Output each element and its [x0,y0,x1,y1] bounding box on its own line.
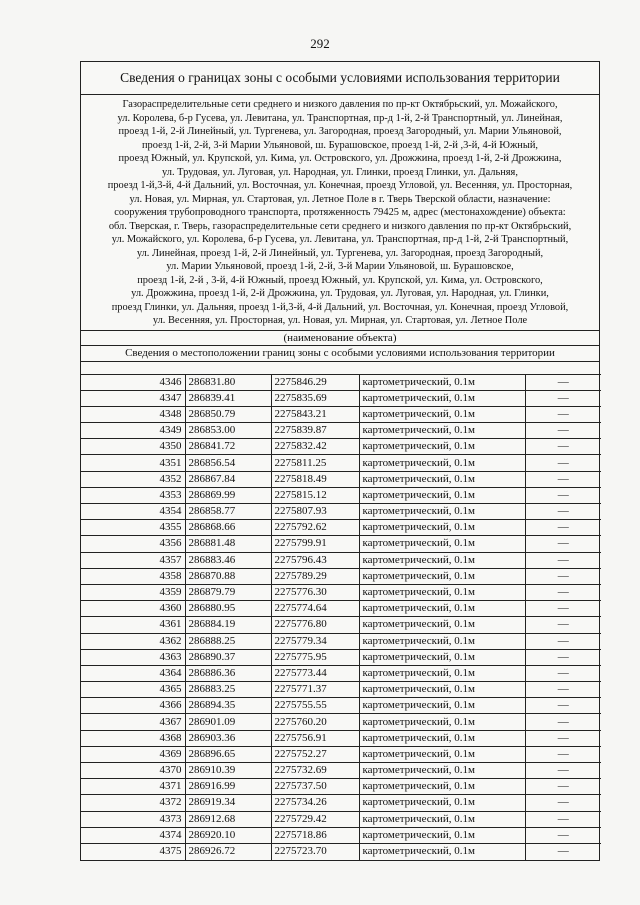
header-spacer [81,362,599,374]
table-row [81,601,601,617]
table-row [81,455,601,471]
note-cell: — [525,520,601,536]
coord-x-cell: 286890.37 [185,649,271,665]
method-accuracy-cell: картометрический, 0.1м [359,374,525,390]
note-cell: — [525,584,601,600]
coord-y-cell: 2275771.37 [271,682,359,698]
coord-y-cell: 2275734.26 [271,795,359,811]
coord-y-cell: 2275832.42 [271,439,359,455]
method-accuracy-cell: картометрический, 0.1м [359,601,525,617]
coord-y-cell: 2275789.29 [271,568,359,584]
note-cell: — [525,698,601,714]
method-accuracy-cell: картометрический, 0.1м [359,423,525,439]
description-line: ул. Линейная, проезд 1-й, 2-й Линейный, ул. Тургенева, ул. Загородная, проезд Загородный, [136,247,544,259]
point-number-cell: 4361 [81,617,185,633]
table-row [81,698,601,714]
method-accuracy-cell: картометрический, 0.1м [359,487,525,503]
table-row [81,633,601,649]
table-row [81,617,601,633]
table-row [81,552,601,568]
table-row [81,374,601,390]
point-number-cell: 4351 [81,455,185,471]
document-title: Сведения о границах зоны с особыми условиями использования территории [81,62,599,95]
method-accuracy-cell: картометрический, 0.1м [359,390,525,406]
coord-y-cell: 2275718.86 [271,827,359,843]
coord-x-cell: 286853.00 [185,423,271,439]
note-cell: — [525,504,601,520]
method-accuracy-cell: картометрический, 0.1м [359,682,525,698]
method-accuracy-cell: картометрический, 0.1м [359,504,525,520]
table-row [81,746,601,762]
table-row [81,487,601,503]
coord-x-cell: 286867.84 [185,471,271,487]
description-line: проезд 1-й,3-й, 4-й Дальний, ул. Восточная, ул. Конечная, проезд Угловой, ул. Весенняя, ул. Просторная, [107,180,573,191]
method-accuracy-cell: картометрический, 0.1м [359,730,525,746]
table-row [81,520,601,536]
method-accuracy-cell: картометрический, 0.1м [359,552,525,568]
coord-x-cell: 286841.72 [185,439,271,455]
table-row [81,536,601,552]
coord-x-cell: 286883.25 [185,682,271,698]
method-accuracy-cell: картометрический, 0.1м [359,568,525,584]
zone-boundary-document [80,61,600,861]
coord-x-cell: 286886.36 [185,665,271,681]
note-cell: — [525,649,601,665]
coord-x-cell: 286888.25 [185,633,271,649]
coord-y-cell: 2275774.64 [271,601,359,617]
note-cell: — [525,568,601,584]
point-number-cell: 4354 [81,504,185,520]
table-row [81,390,601,406]
coord-y-cell: 2275796.43 [271,552,359,568]
point-number-cell: 4362 [81,633,185,649]
table-row [81,406,601,422]
method-accuracy-cell: картометрический, 0.1м [359,827,525,843]
coord-y-cell: 2275737.50 [271,779,359,795]
coord-y-cell: 2275775.95 [271,649,359,665]
coord-y-cell: 2275835.69 [271,390,359,406]
point-number-cell: 4346 [81,374,185,390]
note-cell: — [525,423,601,439]
coord-x-cell: 286881.48 [185,536,271,552]
point-number-cell: 4368 [81,730,185,746]
point-number-cell: 4348 [81,406,185,422]
method-accuracy-cell: картометрический, 0.1м [359,455,525,471]
table-row [81,504,601,520]
note-cell: — [525,633,601,649]
coord-y-cell: 2275779.34 [271,633,359,649]
description-line: ул. Можайского, ул. Королева, б-р Гусева, ул. Левитана, ул. Транспортная, пр-д 1-й, 2-й Транспортный, [111,234,569,245]
method-accuracy-cell: картометрический, 0.1м [359,746,525,762]
table-row [81,568,601,584]
coord-x-cell: 286883.46 [185,552,271,568]
table-row [81,811,601,827]
coord-y-cell: 2275756.91 [271,730,359,746]
coord-x-cell: 286880.95 [185,601,271,617]
coord-y-cell: 2275729.42 [271,811,359,827]
point-number-cell: 4349 [81,423,185,439]
table-row [81,843,601,859]
description-line: ул. Трудовая, ул. Луговая, ул. Народная, ул. Глинки, проезд Глинки, ул. Дальняя, [162,166,518,178]
description-line: обл. Тверская, г. Тверь, газораспределительные сети среднего и низкого давления по пр-кт Октябрьский, [108,220,572,232]
method-accuracy-cell: картометрический, 0.1м [359,843,525,859]
table-row [81,423,601,439]
point-number-cell: 4353 [81,487,185,503]
coord-y-cell: 2275839.87 [271,423,359,439]
note-cell: — [525,617,601,633]
description-line: Газораспределительные сети среднего и низкого давления по пр-кт Октябрьский, ул. Можайского, [122,99,558,110]
point-number-cell: 4375 [81,843,185,859]
point-number-cell: 4355 [81,520,185,536]
table-row [81,439,601,455]
coord-x-cell: 286868.66 [185,520,271,536]
coord-y-cell: 2275815.12 [271,487,359,503]
description-line: проезд 1-й, 2-й Линейный, ул. Тургенева, ул. Загородная, проезд Загородный, ул. Марии Ульяновой, [118,126,562,137]
point-number-cell: 4347 [81,390,185,406]
coord-y-cell: 2275752.27 [271,746,359,762]
note-cell: — [525,487,601,503]
coordinates-table [81,374,601,860]
coord-x-cell: 286870.88 [185,568,271,584]
point-number-cell: 4367 [81,714,185,730]
note-cell: — [525,682,601,698]
table-row [81,682,601,698]
method-accuracy-cell: картометрический, 0.1м [359,714,525,730]
point-number-cell: 4350 [81,439,185,455]
description-line: ул. Весенняя, ул. Просторная, ул. Новая, ул. Мирная, ул. Стартовая, ул. Летное Поле [152,315,528,326]
note-cell: — [525,811,601,827]
object-description [81,95,599,330]
description-line: проезд Глинки, ул. Дальняя, проезд 1-й,3-й, 4-й Дальний, ул. Восточная, ул. Конечная, проезд Угловой, [111,301,569,313]
coord-y-cell: 2275760.20 [271,714,359,730]
table-row [81,471,601,487]
point-number-cell: 4372 [81,795,185,811]
method-accuracy-cell: картометрический, 0.1м [359,471,525,487]
note-cell: — [525,843,601,859]
note-cell: — [525,552,601,568]
coord-x-cell: 286879.79 [185,584,271,600]
coord-y-cell: 2275799.91 [271,536,359,552]
coord-x-cell: 286903.36 [185,730,271,746]
method-accuracy-cell: картометрический, 0.1м [359,665,525,681]
table-row [81,763,601,779]
point-number-cell: 4373 [81,811,185,827]
note-cell: — [525,827,601,843]
method-accuracy-cell: картометрический, 0.1м [359,633,525,649]
coord-y-cell: 2275732.69 [271,763,359,779]
point-number-cell: 4357 [81,552,185,568]
coord-x-cell: 286926.72 [185,843,271,859]
coord-y-cell: 2275776.30 [271,584,359,600]
coord-x-cell: 286910.39 [185,763,271,779]
coord-x-cell: 286896.65 [185,746,271,762]
coord-x-cell: 286916.99 [185,779,271,795]
coord-x-cell: 286894.35 [185,698,271,714]
method-accuracy-cell: картометрический, 0.1м [359,617,525,633]
point-number-cell: 4363 [81,649,185,665]
method-accuracy-cell: картометрический, 0.1м [359,795,525,811]
coord-x-cell: 286858.77 [185,504,271,520]
table-row [81,779,601,795]
table-row [81,649,601,665]
coord-x-cell: 286919.34 [185,795,271,811]
note-cell: — [525,779,601,795]
note-cell: — [525,406,601,422]
description-line: ул. Новая, ул. Мирная, ул. Стартовая, ул. Летное Поле в г. Тверь Тверской области, назначение: [129,193,551,205]
coord-x-cell: 286831.80 [185,374,271,390]
note-cell: — [525,536,601,552]
method-accuracy-cell: картометрический, 0.1м [359,649,525,665]
method-accuracy-cell: картометрический, 0.1м [359,763,525,779]
point-number-cell: 4366 [81,698,185,714]
note-cell: — [525,439,601,455]
point-number-cell: 4364 [81,665,185,681]
table-row [81,730,601,746]
note-cell: — [525,374,601,390]
description-line: проезд 1-й, 2-й , 3-й, 4-й Южный, проезд Южный, ул. Крупской, ул. Кима, ул. Островского, [137,274,543,286]
point-number-cell: 4359 [81,584,185,600]
coord-x-cell: 286856.54 [185,455,271,471]
point-number-cell: 4374 [81,827,185,843]
note-cell: — [525,390,601,406]
note-cell: — [525,795,601,811]
coord-y-cell: 2275723.70 [271,843,359,859]
coord-x-cell: 286912.68 [185,811,271,827]
coord-x-cell: 286901.09 [185,714,271,730]
method-accuracy-cell: картометрический, 0.1м [359,698,525,714]
coord-x-cell: 286839.41 [185,390,271,406]
description-line: проезд 1-й, 2-й, 3-й Марии Ульяновой, ш. Бурашовское, проезд 1-й, 2-й ,3-й, 4-й Южный, [141,139,538,151]
description-line: ул. Дрожжина, проезд 1-й, 2-й Дрожжина, ул. Трудовая, ул. Луговая, ул. Народная, ул. Глинки, [131,288,549,299]
note-cell: — [525,471,601,487]
method-accuracy-cell: картометрический, 0.1м [359,536,525,552]
coord-x-cell: 286920.10 [185,827,271,843]
description-line: сооружения трубопроводного транспорта, протяженность 79425 м, адрес (местонахождение) объекта: [114,207,566,218]
point-number-cell: 4360 [81,601,185,617]
note-cell: — [525,714,601,730]
description-line: ул. Королева, б-р Гусева, ул. Левитана, ул. Транспортная, пр-д 1-й, 2-й Транспортный, ул. Линейная, [117,112,563,124]
table-row [81,795,601,811]
note-cell: — [525,665,601,681]
coord-y-cell: 2275776.80 [271,617,359,633]
note-cell: — [525,601,601,617]
coord-y-cell: 2275792.62 [271,520,359,536]
point-number-cell: 4371 [81,779,185,795]
page-number: 292 [310,36,330,51]
point-number-cell: 4370 [81,763,185,779]
point-number-cell: 4358 [81,568,185,584]
method-accuracy-cell: картометрический, 0.1м [359,811,525,827]
point-number-cell: 4365 [81,682,185,698]
table-row [81,584,601,600]
coord-y-cell: 2275811.25 [271,455,359,471]
method-accuracy-cell: картометрический, 0.1м [359,406,525,422]
description-line: ул. Марии Ульяновой, проезд 1-й, 2-й, 3-й Марии Ульяновой, ш. Бурашовское, [166,261,514,272]
point-number-cell: 4369 [81,746,185,762]
coord-x-cell: 286884.19 [185,617,271,633]
table-row [81,714,601,730]
note-cell: — [525,730,601,746]
method-accuracy-cell: картометрический, 0.1м [359,584,525,600]
table-row [81,827,601,843]
coord-x-cell: 286869.99 [185,487,271,503]
coord-y-cell: 2275773.44 [271,665,359,681]
coord-y-cell: 2275755.55 [271,698,359,714]
table-row [81,665,601,681]
method-accuracy-cell: картометрический, 0.1м [359,520,525,536]
section-subtitle: Сведения о местоположении границ зоны с особыми условиями использования территории [81,345,599,362]
method-accuracy-cell: картометрический, 0.1м [359,439,525,455]
description-line: проезд Южный, ул. Крупской, ул. Кима, ул. Островского, ул. Дрожжина, проезд 1-й, 2-й Дрожжина, [118,153,562,164]
coord-x-cell: 286850.79 [185,406,271,422]
note-cell: — [525,763,601,779]
coord-y-cell: 2275846.29 [271,374,359,390]
note-cell: — [525,746,601,762]
method-accuracy-cell: картометрический, 0.1м [359,779,525,795]
point-number-cell: 4356 [81,536,185,552]
coord-y-cell: 2275843.21 [271,406,359,422]
coord-y-cell: 2275818.49 [271,471,359,487]
note-cell: — [525,455,601,471]
coord-y-cell: 2275807.93 [271,504,359,520]
point-number-cell: 4352 [81,471,185,487]
object-name-caption: (наименование объекта) [81,330,599,345]
